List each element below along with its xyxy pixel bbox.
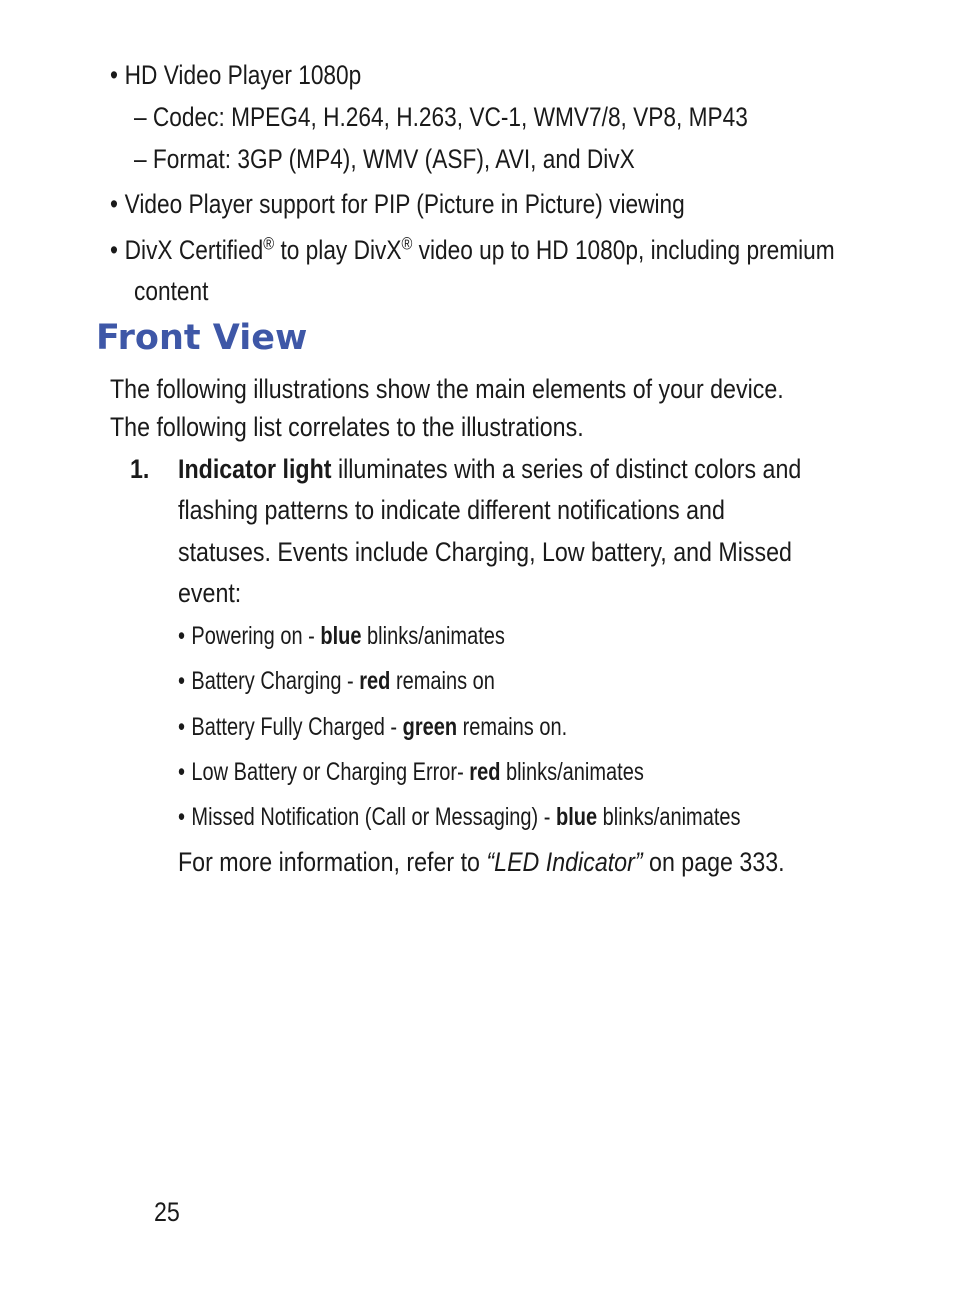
indicator-state-list-item bbox=[178, 803, 741, 832]
state-behavior: blinks/animates bbox=[361, 622, 505, 650]
spec-text: Video Player support for PIP (Picture in Picture) viewing bbox=[124, 189, 685, 219]
section-title: Front View bbox=[96, 318, 308, 358]
cross-reference-link[interactable]: “LED Indicator” bbox=[486, 847, 643, 877]
spec-item-pip bbox=[110, 189, 685, 220]
indicator-state-list-item bbox=[178, 667, 495, 696]
spec-text-part: to play DivX bbox=[274, 235, 402, 265]
state-behavior: remains on. bbox=[457, 713, 568, 741]
bullet-glyph: • bbox=[178, 622, 186, 650]
bullet-glyph: • bbox=[110, 60, 118, 90]
spec-item-divx bbox=[110, 235, 835, 266]
state-color: green bbox=[402, 713, 458, 741]
bullet-glyph: • bbox=[178, 758, 186, 786]
item-line-1 bbox=[178, 454, 801, 485]
bullet-glyph: • bbox=[178, 667, 186, 695]
state-label: Low Battery or Charging Error- bbox=[191, 758, 470, 786]
registered-mark: ® bbox=[263, 233, 275, 254]
indicator-state-list-item bbox=[178, 758, 644, 787]
state-color: blue bbox=[555, 803, 598, 831]
more-info-page: on page 333. bbox=[642, 847, 785, 877]
state-color: red bbox=[469, 758, 501, 786]
spec-text: HD Video Player 1080p bbox=[124, 60, 362, 90]
state-label: Battery Charging - bbox=[191, 667, 360, 695]
spec-text-part: video up to HD 1080p, including premium bbox=[412, 235, 835, 265]
spec-item-hd-video bbox=[110, 60, 361, 91]
bullet-glyph: • bbox=[178, 713, 186, 741]
intro-line-1: The following illustrations show the main elements of your device. bbox=[110, 374, 784, 404]
state-behavior: remains on bbox=[390, 667, 495, 695]
state-color: blue bbox=[320, 622, 362, 650]
state-label: Missed Notification (Call or Messaging) - bbox=[191, 803, 556, 831]
more-info-line bbox=[178, 847, 785, 878]
state-color: red bbox=[359, 667, 391, 695]
state-behavior: blinks/animates bbox=[500, 758, 644, 786]
indicator-state-list-item bbox=[178, 622, 505, 651]
intro-line-2: The following list correlates to the illustrations. bbox=[110, 412, 584, 442]
state-label: Battery Fully Charged - bbox=[191, 713, 403, 741]
item-text: illuminates with a series of distinct colors and bbox=[331, 454, 802, 484]
state-label: Powering on - bbox=[191, 622, 321, 650]
registered-mark: ® bbox=[401, 233, 413, 254]
state-behavior: blinks/animates bbox=[597, 803, 741, 831]
item-term: Indicator light bbox=[178, 454, 332, 484]
spec-text-part: DivX Certified bbox=[124, 235, 264, 265]
item-line-2: flashing patterns to indicate different notifications and bbox=[178, 495, 725, 525]
item-line-4: event: bbox=[178, 578, 242, 608]
spec-subitem-codec: – Codec: MPEG4, H.264, H.263, VC-1, WMV7/8, VP8, MP43 bbox=[134, 102, 748, 132]
indicator-state-list-item bbox=[178, 713, 567, 742]
list-number: 1. bbox=[130, 454, 150, 484]
spec-subitem-format: – Format: 3GP (MP4), WMV (ASF), AVI, and DivX bbox=[134, 144, 635, 174]
page-number: 25 bbox=[154, 1197, 180, 1227]
more-info-text: For more information, refer to bbox=[178, 847, 487, 877]
bullet-glyph: • bbox=[110, 235, 118, 265]
spec-item-divx-continued: content bbox=[134, 276, 209, 306]
bullet-glyph: • bbox=[178, 803, 186, 831]
bullet-glyph: • bbox=[110, 189, 118, 219]
item-line-3: statuses. Events include Charging, Low battery, and Missed bbox=[178, 537, 792, 567]
